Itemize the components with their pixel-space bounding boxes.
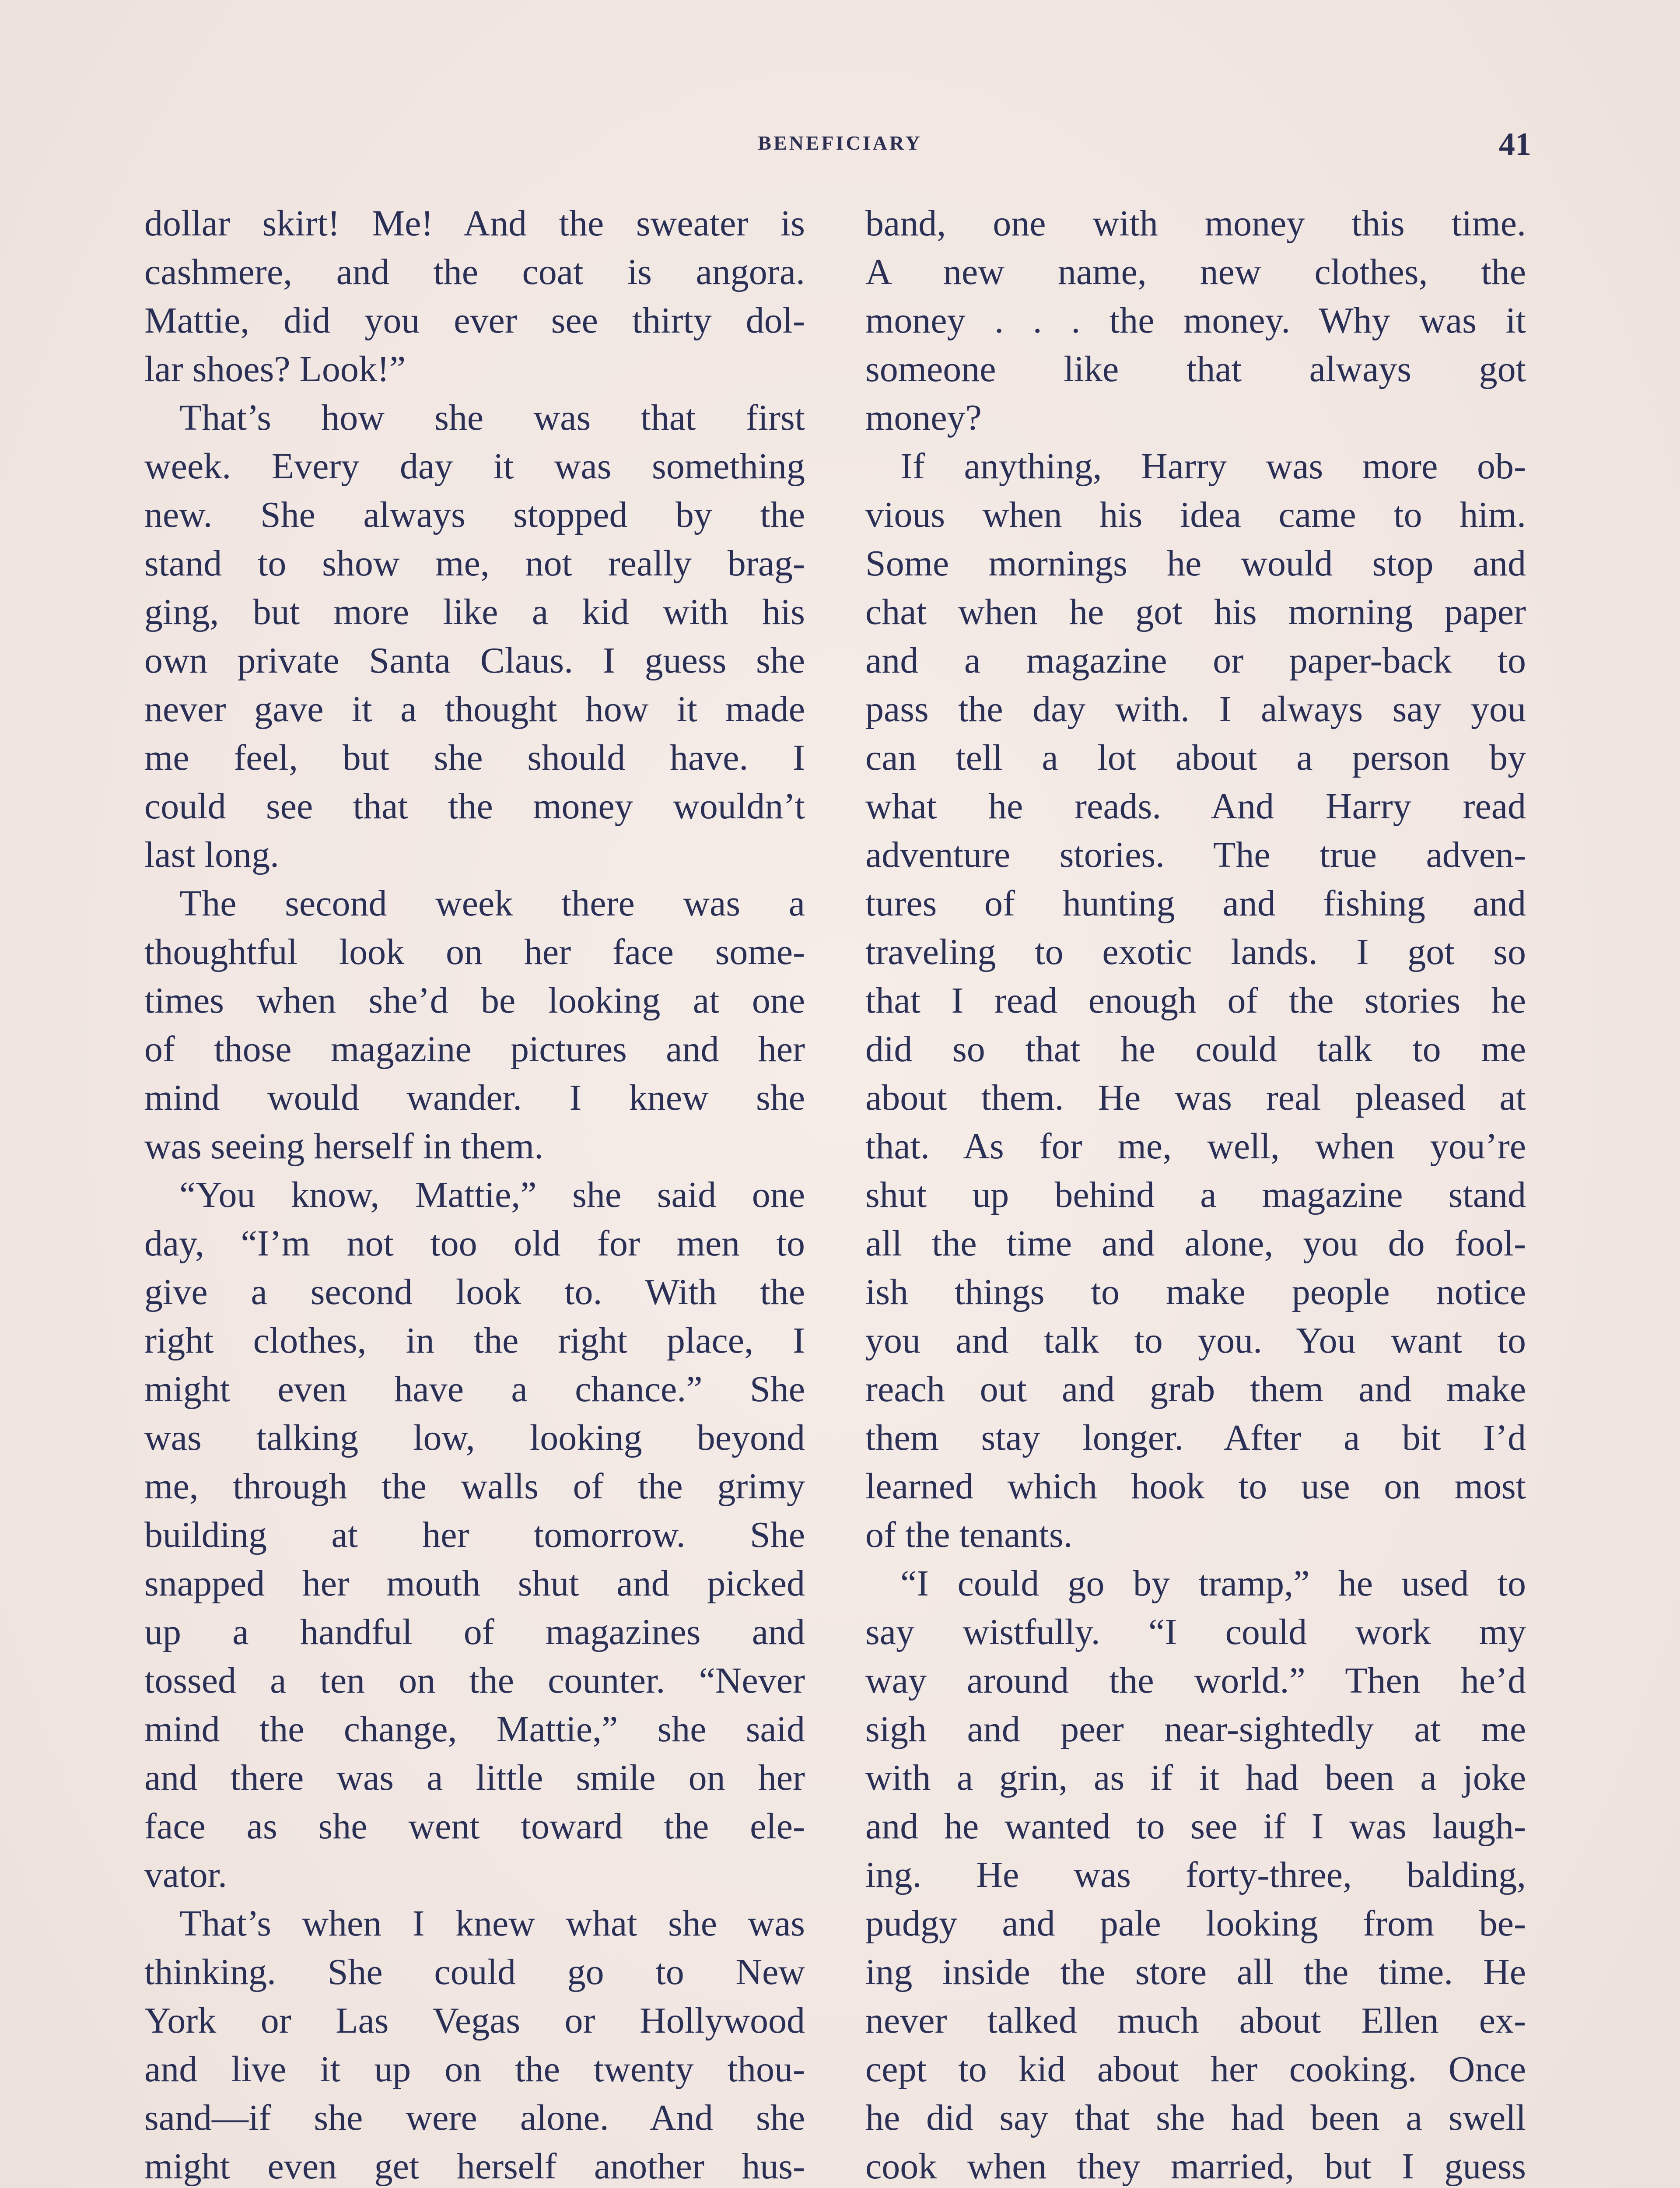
text-line: way around the world.” Then he’d <box>865 1660 1526 1701</box>
text-line: learned which hook to use on most <box>865 1466 1526 1507</box>
text-line: might even get herself another hus- <box>144 2146 805 2187</box>
text-line: stand to show me, not really brag- <box>144 543 805 584</box>
text-line: day, “I’m not too old for men to <box>144 1223 805 1264</box>
text-line: money? <box>865 397 982 438</box>
text-line: vious when his idea came to him. <box>865 494 1526 535</box>
text-line: chat when he got his morning paper <box>865 592 1526 632</box>
text-line: week. Every day it was something <box>144 446 805 487</box>
text-line: up a handful of magazines and <box>144 1612 805 1652</box>
text-line: all the time and alone, you do fool- <box>865 1223 1526 1264</box>
text-line: and there was a little smile on her <box>144 1757 805 1798</box>
text-line: sigh and peer near-sightedly at me <box>865 1709 1526 1750</box>
text-line: with a grin, as if it had been a joke <box>865 1757 1526 1798</box>
text-line: can tell a lot about a person by <box>865 737 1526 778</box>
text-line: last long. <box>144 835 279 875</box>
right-text-column <box>865 199 1526 2188</box>
text-line: that. As for me, well, when you’re <box>865 1126 1526 1167</box>
text-line: me feel, but she should have. I <box>144 737 805 778</box>
text-line: thinking. She could go to New <box>144 1952 805 1992</box>
text-line: someone like that always got <box>865 349 1526 389</box>
text-line: ing. He was forty-three, balding, <box>865 1855 1526 1895</box>
text-line: about them. He was real pleased at <box>865 1077 1526 1118</box>
text-line: what he reads. And Harry read <box>865 786 1526 827</box>
text-line: adventure stories. The true adven- <box>865 835 1526 875</box>
text-line: never talked much about Ellen ex- <box>865 2000 1526 2041</box>
text-line: pass the day with. I always say you <box>865 689 1526 729</box>
text-line: mind would wander. I knew she <box>144 1077 805 1118</box>
text-line: and he wanted to see if I was laugh- <box>865 1806 1526 1847</box>
left-text-column <box>144 199 805 2188</box>
text-line: of the tenants. <box>865 1515 1073 1555</box>
text-line: The second week there was a <box>179 883 805 924</box>
text-line: band, one with money this time. <box>865 203 1526 244</box>
text-line: and live it up on the twenty thou- <box>144 2049 805 2090</box>
text-line: York or Las Vegas or Hollywood <box>144 2000 805 2041</box>
text-line: cook when they married, but I guess <box>865 2146 1526 2187</box>
text-line: he did say that she had been a swell <box>865 2097 1526 2138</box>
text-line: “I could go by tramp,” he used to <box>900 1563 1526 1604</box>
text-line: did so that he could talk to me <box>865 1029 1526 1069</box>
text-line: Some mornings he would stop and <box>865 543 1526 584</box>
text-line: might even have a chance.” She <box>144 1369 805 1410</box>
text-line: ing inside the store all the time. He <box>865 1952 1526 1992</box>
text-line: reach out and grab them and make <box>865 1369 1526 1410</box>
text-line: dollar skirt! Me! And the sweater is <box>144 203 805 244</box>
text-line: own private Santa Claus. I guess she <box>144 640 805 681</box>
text-line: face as she went toward the ele- <box>144 1806 805 1847</box>
text-line: “You know, Mattie,” she said one <box>179 1175 805 1215</box>
text-line: A new name, new clothes, the <box>865 252 1526 292</box>
text-line: me, through the walls of the grimy <box>144 1466 805 1507</box>
text-line: was seeing herself in them. <box>144 1126 544 1167</box>
text-line: snapped her mouth shut and picked <box>144 1563 805 1604</box>
text-line: of those magazine pictures and her <box>144 1029 805 1069</box>
text-line: tossed a ten on the counter. “Never <box>144 1660 805 1701</box>
text-line: That’s how she was that first <box>179 397 805 438</box>
text-line: If anything, Harry was more ob- <box>900 446 1526 487</box>
text-line: pudgy and pale looking from be- <box>865 1903 1526 1944</box>
text-line: give a second look to. With the <box>144 1272 805 1312</box>
running-head: BENEFICIARY <box>758 132 922 154</box>
text-line: mind the change, Mattie,” she said <box>144 1709 805 1750</box>
text-line: you and talk to you. You want to <box>865 1320 1526 1361</box>
text-line: cept to kid about her cooking. Once <box>865 2049 1526 2090</box>
text-line: building at her tomorrow. She <box>144 1515 805 1555</box>
text-line: was talking low, looking beyond <box>144 1417 805 1458</box>
text-line: ish things to make people notice <box>865 1272 1526 1312</box>
text-line: lar shoes? Look!” <box>144 349 406 389</box>
text-line: sand—if she were alone. And she <box>144 2097 805 2138</box>
text-line: vator. <box>144 1855 227 1895</box>
text-line: shut up behind a magazine stand <box>865 1175 1526 1215</box>
text-line: tures of hunting and fishing and <box>865 883 1526 924</box>
text-line: cashmere, and the coat is angora. <box>144 252 805 292</box>
text-line: Mattie, did you ever see thirty dol- <box>144 300 805 341</box>
text-line: times when she’d be looking at one <box>144 980 805 1021</box>
text-line: say wistfully. “I could work my <box>865 1612 1526 1652</box>
text-line: That’s when I knew what she was <box>179 1903 805 1944</box>
text-line: right clothes, in the right place, I <box>144 1320 805 1361</box>
text-line: new. She always stopped by the <box>144 494 805 535</box>
text-line: them stay longer. After a bit I’d <box>865 1417 1526 1458</box>
page-number: 41 <box>1499 126 1531 162</box>
text-line: that I read enough of the stories he <box>865 980 1526 1021</box>
text-line: and a magazine or paper-back to <box>865 640 1526 681</box>
text-line: could see that the money wouldn’t <box>144 786 805 827</box>
text-line: money . . . the money. Why was it <box>865 300 1526 341</box>
text-line: ging, but more like a kid with his <box>144 592 805 632</box>
text-line: traveling to exotic lands. I got so <box>865 932 1526 972</box>
text-line: thoughtful look on her face some- <box>144 932 805 972</box>
text-line: never gave it a thought how it made <box>144 689 805 729</box>
